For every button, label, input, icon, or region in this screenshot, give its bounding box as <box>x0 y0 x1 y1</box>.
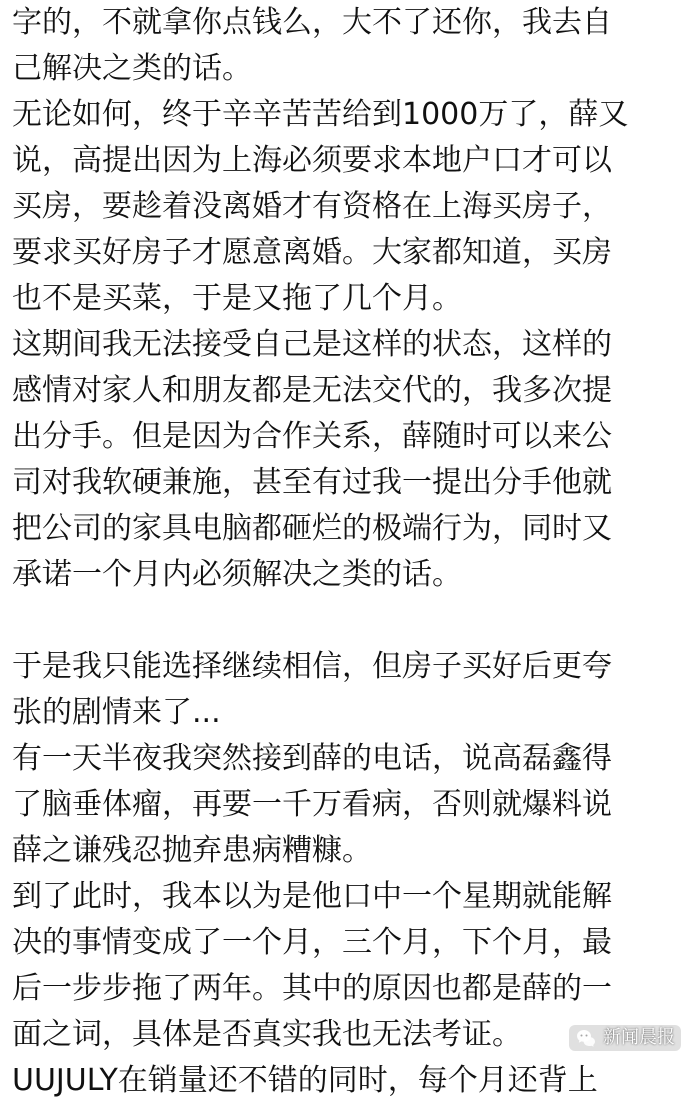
text-line-6: 要求买好房子才愿意离婚。大家都知道，买房 <box>12 235 612 270</box>
text-line-12: 把公司的家具电脑都砸烂的极端行为，同时又 <box>12 511 612 546</box>
text-line-15: 张的剧情来了... <box>12 695 221 730</box>
text-line-16: 有一天半夜我突然接到薛的电话，说高磊鑫得 <box>12 741 612 776</box>
text-line-22: 面之词，具体是否真实我也无法考证。 <box>12 1017 522 1052</box>
text-line-1: 字的，不就拿你点钱么，大不了还你，我去自 <box>12 5 612 40</box>
text-line-14: 于是我只能选择继续相信，但房子买好后更夸 <box>12 649 612 684</box>
text-line-3: 无论如何，终于辛辛苦苦给到1000万了，薛又 <box>12 97 629 132</box>
text-line-10: 出分手。但是因为合作关系，薛随时可以来公 <box>12 419 612 454</box>
watermark-text: 新闻晨报 <box>603 1027 675 1048</box>
document-text <box>12 0 682 1104</box>
text-line-17: 了脑垂体瘤，再要一千万看病，否则就爆料说 <box>12 787 612 822</box>
text-line-19: 到了此时，我本以为是他口中一个星期就能解 <box>12 879 612 914</box>
text-line-9: 感情对家人和朋友都是无法交代的，我多次提 <box>12 373 612 408</box>
text-line-11: 司对我软硬兼施，甚至有过我一提出分手他就 <box>12 465 612 500</box>
text-line-20: 决的事情变成了一个月，三个月，下个月，最 <box>12 925 612 960</box>
text-line-13: 承诺一个月内必须解决之类的话。 <box>12 557 462 592</box>
text-line-4: 说，高提出因为上海必须要求本地户口才可以 <box>12 143 612 178</box>
text-line-18: 薛之谦残忍抛弃患病糟糠。 <box>12 833 372 868</box>
text-line-21: 后一步步拖了两年。其中的原因也都是薛的一 <box>12 971 612 1006</box>
paragraph-gap <box>12 598 682 644</box>
text-line-5: 买房，要趁着没离婚才有资格在上海买房子， <box>12 189 612 224</box>
text-line-7: 也不是买菜，于是又拖了几个月。 <box>12 281 462 316</box>
text-line-8: 这期间我无法接受自己是这样的状态，这样的 <box>12 327 612 362</box>
watermark <box>569 1025 681 1051</box>
wechat-bubble-icon <box>575 1027 597 1049</box>
text-line-23: UUJULY在销量还不错的同时，每个月还背上 <box>12 1063 598 1098</box>
text-line-2: 己解决之类的话。 <box>12 51 252 86</box>
